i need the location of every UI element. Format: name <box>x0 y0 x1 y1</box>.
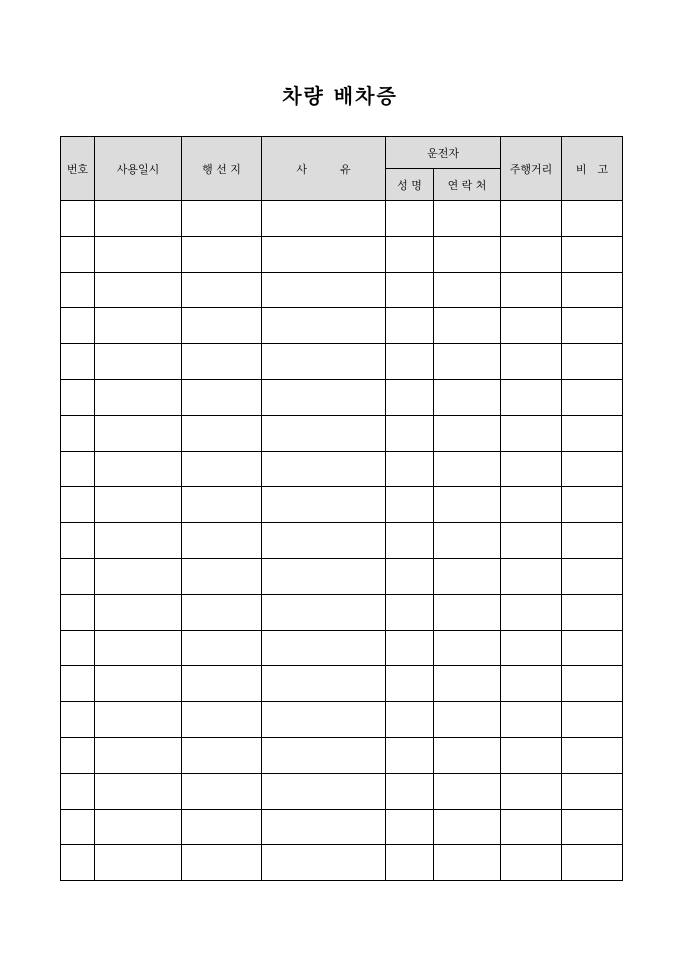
cell-driver-contact[interactable] <box>434 773 501 809</box>
table-row <box>61 415 623 451</box>
cell-number[interactable] <box>61 630 95 666</box>
cell-driver-name[interactable] <box>386 558 434 594</box>
cell-driver-name[interactable] <box>386 737 434 773</box>
header-remarks: 비 고 <box>562 137 623 201</box>
cell-distance[interactable] <box>501 236 562 272</box>
cell-driver-name[interactable] <box>386 809 434 845</box>
cell-destination[interactable] <box>182 272 262 308</box>
cell-driver-contact[interactable] <box>434 236 501 272</box>
table-row <box>61 523 623 559</box>
cell-driver-name[interactable] <box>386 379 434 415</box>
cell-distance[interactable] <box>501 523 562 559</box>
table-row <box>61 451 623 487</box>
cell-reason[interactable] <box>262 344 386 380</box>
cell-destination[interactable] <box>182 737 262 773</box>
cell-number[interactable] <box>61 487 95 523</box>
cell-usage-datetime[interactable] <box>95 809 182 845</box>
cell-destination[interactable] <box>182 415 262 451</box>
header-destination: 행 선 지 <box>182 137 262 201</box>
cell-driver-name[interactable] <box>386 308 434 344</box>
table-row <box>61 737 623 773</box>
cell-number[interactable] <box>61 773 95 809</box>
cell-remarks[interactable] <box>562 702 623 738</box>
cell-destination[interactable] <box>182 308 262 344</box>
cell-driver-contact[interactable] <box>434 201 501 237</box>
cell-driver-contact[interactable] <box>434 451 501 487</box>
cell-reason[interactable] <box>262 523 386 559</box>
cell-driver-contact[interactable] <box>434 666 501 702</box>
cell-remarks[interactable] <box>562 308 623 344</box>
table-row <box>61 344 623 380</box>
cell-number[interactable] <box>61 344 95 380</box>
cell-destination[interactable] <box>182 702 262 738</box>
cell-number[interactable] <box>61 702 95 738</box>
cell-usage-datetime[interactable] <box>95 487 182 523</box>
cell-number[interactable] <box>61 594 95 630</box>
cell-remarks[interactable] <box>562 809 623 845</box>
cell-reason[interactable] <box>262 379 386 415</box>
cell-distance[interactable] <box>501 594 562 630</box>
cell-driver-name[interactable] <box>386 845 434 881</box>
cell-usage-datetime[interactable] <box>95 523 182 559</box>
table-row <box>61 845 623 881</box>
table-row <box>61 558 623 594</box>
cell-number[interactable] <box>61 666 95 702</box>
cell-reason[interactable] <box>262 415 386 451</box>
document-title: 차량 배차증 <box>282 84 398 108</box>
cell-driver-name[interactable] <box>386 630 434 666</box>
header-number: 번호 <box>61 137 95 201</box>
cell-remarks[interactable] <box>562 451 623 487</box>
table-row <box>61 594 623 630</box>
table-row <box>61 773 623 809</box>
cell-number[interactable] <box>61 272 95 308</box>
cell-remarks[interactable] <box>562 558 623 594</box>
cell-driver-contact[interactable] <box>434 594 501 630</box>
cell-remarks[interactable] <box>562 737 623 773</box>
cell-driver-contact[interactable] <box>434 344 501 380</box>
cell-destination[interactable] <box>182 773 262 809</box>
cell-reason[interactable] <box>262 845 386 881</box>
cell-usage-datetime[interactable] <box>95 630 182 666</box>
cell-driver-contact[interactable] <box>434 558 501 594</box>
cell-driver-name[interactable] <box>386 451 434 487</box>
table-row <box>61 272 623 308</box>
cell-usage-datetime[interactable] <box>95 236 182 272</box>
cell-driver-contact[interactable] <box>434 487 501 523</box>
cell-reason[interactable] <box>262 236 386 272</box>
cell-reason[interactable] <box>262 451 386 487</box>
cell-driver-name[interactable] <box>386 201 434 237</box>
cell-distance[interactable] <box>501 308 562 344</box>
cell-distance[interactable] <box>501 630 562 666</box>
cell-remarks[interactable] <box>562 666 623 702</box>
cell-destination[interactable] <box>182 236 262 272</box>
cell-driver-name[interactable] <box>386 773 434 809</box>
cell-number[interactable] <box>61 809 95 845</box>
vehicle-dispatch-table <box>60 136 623 881</box>
cell-usage-datetime[interactable] <box>95 702 182 738</box>
cell-distance[interactable] <box>501 845 562 881</box>
cell-usage-datetime[interactable] <box>95 272 182 308</box>
cell-driver-contact[interactable] <box>434 415 501 451</box>
cell-number[interactable] <box>61 415 95 451</box>
cell-driver-name[interactable] <box>386 702 434 738</box>
cell-number[interactable] <box>61 523 95 559</box>
table-row <box>61 308 623 344</box>
header-distance: 주행거리 <box>501 137 562 201</box>
header-driver-contact: 연 락 처 <box>434 169 501 201</box>
cell-remarks[interactable] <box>562 272 623 308</box>
cell-reason[interactable] <box>262 201 386 237</box>
cell-usage-datetime[interactable] <box>95 415 182 451</box>
cell-driver-name[interactable] <box>386 523 434 559</box>
cell-number[interactable] <box>61 737 95 773</box>
cell-remarks[interactable] <box>562 773 623 809</box>
cell-remarks[interactable] <box>562 201 623 237</box>
cell-destination[interactable] <box>182 201 262 237</box>
cell-distance[interactable] <box>501 487 562 523</box>
cell-distance[interactable] <box>501 415 562 451</box>
cell-driver-name[interactable] <box>386 236 434 272</box>
cell-reason[interactable] <box>262 594 386 630</box>
cell-reason[interactable] <box>262 272 386 308</box>
cell-distance[interactable] <box>501 666 562 702</box>
table-row <box>61 236 623 272</box>
cell-remarks[interactable] <box>562 630 623 666</box>
cell-driver-contact[interactable] <box>434 702 501 738</box>
cell-reason[interactable] <box>262 487 386 523</box>
table-row <box>61 666 623 702</box>
cell-driver-contact[interactable] <box>434 845 501 881</box>
cell-driver-name[interactable] <box>386 415 434 451</box>
cell-distance[interactable] <box>501 344 562 380</box>
cell-driver-contact[interactable] <box>434 737 501 773</box>
header-driver: 운전자 <box>386 137 501 169</box>
cell-driver-name[interactable] <box>386 666 434 702</box>
cell-reason[interactable] <box>262 308 386 344</box>
cell-remarks[interactable] <box>562 523 623 559</box>
cell-usage-datetime[interactable] <box>95 773 182 809</box>
cell-destination[interactable] <box>182 809 262 845</box>
cell-usage-datetime[interactable] <box>95 845 182 881</box>
cell-driver-contact[interactable] <box>434 523 501 559</box>
header-usage-datetime: 사용일시 <box>95 137 182 201</box>
cell-driver-contact[interactable] <box>434 308 501 344</box>
cell-usage-datetime[interactable] <box>95 666 182 702</box>
cell-destination[interactable] <box>182 558 262 594</box>
cell-reason[interactable] <box>262 773 386 809</box>
cell-reason[interactable] <box>262 809 386 845</box>
cell-distance[interactable] <box>501 272 562 308</box>
cell-destination[interactable] <box>182 630 262 666</box>
cell-number[interactable] <box>61 451 95 487</box>
cell-reason[interactable] <box>262 666 386 702</box>
cell-remarks[interactable] <box>562 487 623 523</box>
cell-distance[interactable] <box>501 809 562 845</box>
cell-number[interactable] <box>61 201 95 237</box>
cell-destination[interactable] <box>182 487 262 523</box>
header-reason: 사 유 <box>262 137 386 201</box>
cell-number[interactable] <box>61 558 95 594</box>
cell-number[interactable] <box>61 308 95 344</box>
cell-number[interactable] <box>61 379 95 415</box>
table-row <box>61 630 623 666</box>
cell-remarks[interactable] <box>562 379 623 415</box>
cell-usage-datetime[interactable] <box>95 737 182 773</box>
cell-driver-contact[interactable] <box>434 809 501 845</box>
cell-distance[interactable] <box>501 702 562 738</box>
table-row <box>61 702 623 738</box>
cell-driver-contact[interactable] <box>434 379 501 415</box>
cell-usage-datetime[interactable] <box>95 201 182 237</box>
cell-remarks[interactable] <box>562 594 623 630</box>
table-row <box>61 487 623 523</box>
cell-destination[interactable] <box>182 344 262 380</box>
cell-reason[interactable] <box>262 737 386 773</box>
cell-destination[interactable] <box>182 523 262 559</box>
cell-driver-name[interactable] <box>386 594 434 630</box>
table-row <box>61 201 623 237</box>
cell-distance[interactable] <box>501 451 562 487</box>
cell-driver-contact[interactable] <box>434 272 501 308</box>
cell-distance[interactable] <box>501 558 562 594</box>
cell-reason[interactable] <box>262 558 386 594</box>
cell-remarks[interactable] <box>562 845 623 881</box>
cell-distance[interactable] <box>501 379 562 415</box>
cell-remarks[interactable] <box>562 344 623 380</box>
table-row <box>61 379 623 415</box>
cell-reason[interactable] <box>262 630 386 666</box>
cell-usage-datetime[interactable] <box>95 594 182 630</box>
cell-reason[interactable] <box>262 702 386 738</box>
cell-driver-name[interactable] <box>386 344 434 380</box>
cell-distance[interactable] <box>501 201 562 237</box>
header-driver-name: 성 명 <box>386 169 434 201</box>
cell-destination[interactable] <box>182 845 262 881</box>
cell-usage-datetime[interactable] <box>95 344 182 380</box>
cell-driver-contact[interactable] <box>434 630 501 666</box>
cell-usage-datetime[interactable] <box>95 308 182 344</box>
cell-number[interactable] <box>61 845 95 881</box>
cell-destination[interactable] <box>182 451 262 487</box>
cell-number[interactable] <box>61 236 95 272</box>
cell-distance[interactable] <box>501 737 562 773</box>
cell-usage-datetime[interactable] <box>95 451 182 487</box>
table-row <box>61 809 623 845</box>
cell-remarks[interactable] <box>562 236 623 272</box>
table-body <box>61 201 623 881</box>
cell-usage-datetime[interactable] <box>95 558 182 594</box>
cell-destination[interactable] <box>182 594 262 630</box>
cell-destination[interactable] <box>182 379 262 415</box>
cell-usage-datetime[interactable] <box>95 379 182 415</box>
cell-driver-name[interactable] <box>386 272 434 308</box>
cell-destination[interactable] <box>182 666 262 702</box>
cell-remarks[interactable] <box>562 415 623 451</box>
cell-distance[interactable] <box>501 773 562 809</box>
cell-driver-name[interactable] <box>386 487 434 523</box>
